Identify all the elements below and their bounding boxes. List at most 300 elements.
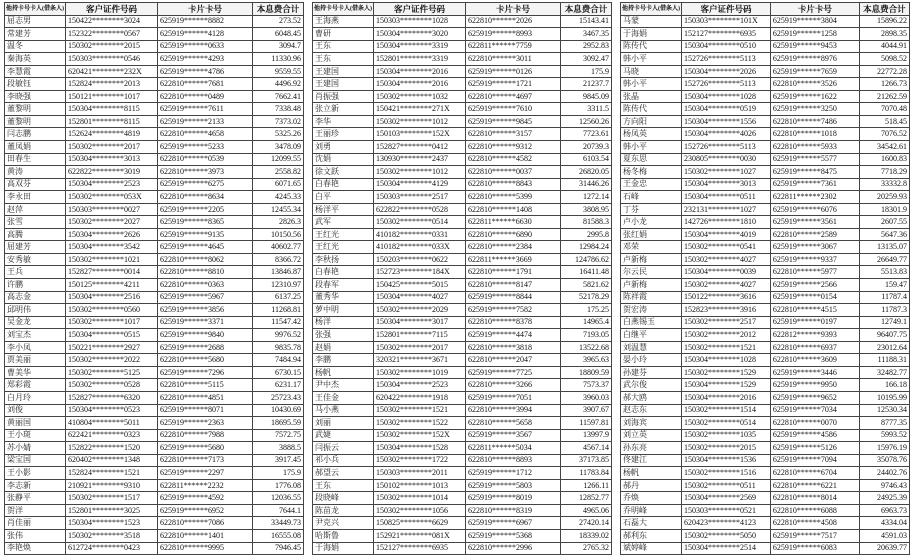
total-amount-cell: 3907.67	[561, 404, 612, 417]
table-row	[313, 291, 612, 304]
cardholder-name-cell: 张静平	[5, 492, 66, 505]
header-row	[5, 3, 304, 16]
cardholder-name-cell: 刘宝杰	[5, 329, 66, 342]
card-number-cell: 622811******5034	[466, 442, 561, 455]
id-number-cell: 150304********2514	[682, 542, 771, 555]
id-number-cell: 150302********1514	[682, 404, 771, 417]
total-amount-cell: 12310.97	[253, 279, 304, 292]
id-number-cell: 152726********5113	[682, 78, 771, 91]
total-amount-cell: 16555.08	[253, 529, 304, 542]
card-number-cell: 625919******3567	[466, 429, 561, 442]
table-row	[313, 15, 612, 28]
cardholder-name-cell: 吴金龙	[5, 316, 66, 329]
header-total: 本息费合计	[561, 3, 612, 16]
card-number-cell: 625919******1258	[770, 28, 859, 41]
table-row	[5, 354, 304, 367]
table-row	[621, 65, 910, 78]
card-number-cell: 625919******5680	[158, 442, 253, 455]
id-number-cell: 150203********0622	[374, 253, 466, 266]
table-row	[621, 467, 910, 480]
total-amount-cell: 273.52	[253, 15, 304, 28]
card-number-cell: 625919******2133	[158, 115, 253, 128]
id-number-cell: 150303********0546	[66, 53, 158, 66]
table-row	[5, 316, 304, 329]
total-amount-cell: 3092.47	[561, 53, 612, 66]
card-number-cell: 622810******2026	[466, 15, 561, 28]
card-number-cell: 625919******5967	[158, 291, 253, 304]
cardholder-name-cell: 安秀敏	[5, 253, 66, 266]
total-amount-cell: 21262.59	[859, 90, 909, 103]
cardholder-name-cell: 刘丽	[313, 417, 374, 430]
cardholder-name-cell: 贺洋	[5, 504, 66, 517]
id-number-cell: 150304********4027	[374, 291, 466, 304]
table-row	[5, 379, 304, 392]
header-row	[313, 3, 612, 16]
id-number-cell: 150304********0510	[682, 40, 771, 53]
id-number-cell: 150304********4026	[682, 128, 771, 141]
id-number-cell: 150302********1529	[682, 366, 771, 379]
table-row	[313, 479, 612, 492]
total-amount-cell: 5647.36	[859, 228, 909, 241]
total-amount-cell: 7644.1	[253, 504, 304, 517]
id-number-cell: 150304********1028	[682, 354, 771, 367]
table-row	[5, 40, 304, 53]
cardholder-name-cell: 常建芳	[5, 28, 66, 41]
id-number-cell: 620422********1918	[374, 391, 466, 404]
card-number-cell: 622810******8014	[770, 492, 859, 505]
cardholder-name-cell: 乔焕	[621, 492, 682, 505]
card-number-cell: 625919******7051	[466, 391, 561, 404]
total-amount-cell: 26820.05	[561, 166, 612, 179]
cardholder-name-cell: 闫振云	[313, 442, 374, 455]
total-amount-cell: 12099.55	[253, 153, 304, 166]
cardholder-name-cell: 郝利东	[621, 529, 682, 542]
card-number-cell: 622810******2047	[466, 354, 561, 367]
cardholder-name-cell: 李慧霞	[5, 65, 66, 78]
id-number-cell: 150302********1019	[374, 366, 466, 379]
cardholder-name-cell: 佟建江	[621, 454, 682, 467]
total-amount-cell: 175.9	[253, 467, 304, 480]
id-number-cell: 152127********6935	[682, 28, 771, 41]
cardholder-name-cell: 晏小玲	[621, 354, 682, 367]
card-number-cell: 625919******5126	[770, 442, 859, 455]
table-row	[621, 253, 910, 266]
cardholder-name-cell: 邱明伟	[5, 304, 66, 317]
table-row	[313, 28, 612, 41]
card-number-cell: 622810******4515	[770, 304, 859, 317]
table-row	[5, 429, 304, 442]
total-amount-cell: 7662.41	[253, 90, 304, 103]
total-amount-cell: 34542.61	[859, 141, 909, 154]
id-number-cell: 150302********0514	[682, 417, 771, 430]
cardholder-name-cell: 刘海宾	[621, 417, 682, 430]
card-number-cell: 622810******4697	[466, 90, 561, 103]
total-amount-cell: 7070.48	[859, 103, 909, 116]
total-amount-cell: 40602.77	[253, 241, 304, 254]
total-amount-cell: 124786.62	[561, 253, 612, 266]
card-number-cell: 625919******5233	[158, 141, 253, 154]
table-row	[313, 366, 612, 379]
card-number-cell: 622810******7988	[158, 429, 253, 442]
total-amount-cell: 4591.03	[859, 529, 909, 542]
table-row	[5, 65, 304, 78]
cardholder-name-cell: 韩小平	[621, 53, 682, 66]
cardholder-name-cell: 丁芬	[621, 203, 682, 216]
id-number-cell: 152822********1520	[66, 442, 158, 455]
total-amount-cell: 33449.73	[253, 517, 304, 530]
cardholder-name-cell: 段春军	[313, 279, 374, 292]
cardholder-name-cell: 陈祥霞	[621, 291, 682, 304]
total-amount-cell: 7573.37	[561, 379, 612, 392]
table-row	[621, 379, 910, 392]
id-number-cell: 150304********4129	[374, 178, 466, 191]
total-amount-cell: 166.18	[859, 379, 909, 392]
cardholder-name-cell: 尔云民	[621, 266, 682, 279]
cardholder-name-cell: 夏东思	[621, 153, 682, 166]
card-number-cell: 625919******4592	[158, 492, 253, 505]
id-number-cell: 150302********2517	[682, 316, 771, 329]
id-number-cell: 150303********2517	[374, 191, 466, 204]
table-row	[313, 228, 612, 241]
cardholder-name-cell: 于海娟	[313, 542, 374, 555]
cardholder-name-cell: 刘温慧	[621, 341, 682, 354]
card-number-cell: 625919******9135	[158, 228, 253, 241]
id-number-cell: 150122********3616	[682, 291, 771, 304]
table-row	[313, 429, 612, 442]
cardholder-name-cell: 白平	[313, 191, 374, 204]
card-number-cell: 625919******2688	[158, 341, 253, 354]
card-number-cell: 625919******0633	[158, 40, 253, 53]
cardholder-name-cell: 王东	[313, 479, 374, 492]
id-number-cell: 152824********1521	[66, 467, 158, 480]
id-number-cell: 150302********1012	[374, 115, 466, 128]
cardholder-name-cell: 闫志鹏	[5, 128, 66, 141]
total-amount-cell: 518.45	[859, 115, 909, 128]
total-amount-cell: 18339.02	[561, 529, 612, 542]
card-number-cell: 625919******7725	[466, 366, 561, 379]
cardholder-name-cell: 肖振强	[313, 90, 374, 103]
card-number-cell: 625919******3856	[158, 304, 253, 317]
id-number-cell: 150302********4027	[682, 279, 771, 292]
total-amount-cell: 11268.81	[253, 304, 304, 317]
cardholder-name-cell: 白燕锡玉	[621, 316, 682, 329]
cardholder-name-cell: 陈传代	[621, 103, 682, 116]
id-number-cell: 150103********152X	[374, 128, 466, 141]
id-number-cell: 150125********4211	[66, 279, 158, 292]
cardholder-name-cell: 赵萍	[5, 203, 66, 216]
card-number-cell: 622812******9393	[770, 329, 859, 342]
id-number-cell: 150302********0511	[682, 479, 771, 492]
cardholder-name-cell: 李鹏	[313, 354, 374, 367]
table-row	[621, 191, 910, 204]
id-number-cell: 152127********6935	[374, 542, 466, 555]
id-number-cell: 150302********2017	[374, 341, 466, 354]
id-number-cell: 150304********2026	[682, 65, 771, 78]
id-number-cell: 150304********1529	[682, 379, 771, 392]
total-amount-cell: 3960.03	[561, 391, 612, 404]
card-number-cell: 625919******3446	[770, 366, 859, 379]
card-number-cell: 622810******1408	[466, 203, 561, 216]
total-amount-cell: 81588.3	[561, 216, 612, 229]
id-number-cell: 150121********1017	[66, 90, 158, 103]
card-number-cell: 625919******7296	[158, 366, 253, 379]
cardholder-name-cell: 王金忠	[621, 178, 682, 191]
card-number-cell: 622810******3609	[770, 354, 859, 367]
table-row	[621, 28, 910, 41]
cardholder-name-cell: 王建国	[313, 78, 374, 91]
id-number-cell: 150302********1021	[66, 253, 158, 266]
card-number-cell: 625919******8882	[158, 15, 253, 28]
cardholder-name-cell: 尹克兴	[313, 517, 374, 530]
total-amount-cell: 15896.22	[859, 15, 909, 28]
table-row	[621, 366, 910, 379]
total-amount-cell: 9845.09	[561, 90, 612, 103]
cardholder-name-cell: 苏小婧	[5, 442, 66, 455]
table-row	[621, 404, 910, 417]
table-row	[313, 53, 612, 66]
total-amount-cell: 5098.52	[859, 53, 909, 66]
cardholder-name-cell: 郝大鸥	[621, 391, 682, 404]
table-row	[5, 141, 304, 154]
table-row	[621, 53, 910, 66]
id-number-cell: 150304********3542	[66, 241, 158, 254]
card-number-cell: 622810******3994	[466, 404, 561, 417]
cardholder-name-cell: 田春生	[5, 153, 66, 166]
id-number-cell: 150304********1556	[682, 115, 771, 128]
total-amount-cell: 6137.25	[253, 291, 304, 304]
table-row	[313, 354, 612, 367]
card-number-cell: 625919******2363	[158, 417, 253, 430]
id-number-cell: 150304********2569	[682, 492, 771, 505]
id-number-cell: 150302********0541	[682, 241, 771, 254]
id-number-cell: 150303********0027	[66, 203, 158, 216]
table-row	[621, 203, 910, 216]
total-amount-cell: 5325.26	[253, 128, 304, 141]
cardholder-name-cell: 斌婷峰	[621, 542, 682, 555]
table-row	[313, 341, 612, 354]
card-number-cell: 625919******7034	[770, 404, 859, 417]
total-amount-cell: 10195.99	[859, 391, 909, 404]
id-number-cell: 150302********1056	[374, 504, 466, 517]
card-number-cell: 622810******8843	[466, 178, 561, 191]
card-number-cell: 622811******6630	[466, 216, 561, 229]
cardholder-name-cell: 杨帆	[621, 467, 682, 480]
total-amount-cell: 96407.75	[859, 329, 909, 342]
cardholder-name-cell: 董凤娟	[5, 141, 66, 154]
card-number-cell: 622811******7759	[466, 40, 561, 53]
table-row	[313, 492, 612, 505]
id-number-cell: 150304********2523	[66, 178, 158, 191]
card-number-cell: 622810******4851	[158, 391, 253, 404]
card-number-cell: 625919******2566	[770, 279, 859, 292]
table-row	[621, 529, 910, 542]
total-amount-cell: 2898.35	[859, 28, 909, 41]
total-amount-cell: 10150.56	[253, 228, 304, 241]
card-number-cell: 622810******8062	[158, 253, 253, 266]
id-number-cell: 622421********0323	[66, 429, 158, 442]
id-number-cell: 150302********2022	[66, 354, 158, 367]
total-amount-cell: 11547.42	[253, 316, 304, 329]
id-number-cell: 152723********184X	[374, 266, 466, 279]
card-number-cell: 625919******8365	[158, 216, 253, 229]
id-number-cell: 150304********3013	[682, 178, 771, 191]
total-amount-cell: 7076.52	[859, 128, 909, 141]
total-amount-cell: 1266.11	[561, 479, 612, 492]
id-number-cell: 612724********0423	[66, 542, 158, 555]
cardholder-name-cell: 孙建芬	[621, 366, 682, 379]
total-amount-cell: 3808.95	[561, 203, 612, 216]
table-row	[621, 141, 910, 154]
id-number-cell: 150304********3319	[374, 40, 466, 53]
cardholder-name-cell: 韩小平	[621, 78, 682, 91]
id-number-cell: 410182********033X	[374, 241, 466, 254]
total-amount-cell: 32482.77	[859, 366, 909, 379]
table-row	[313, 103, 612, 116]
total-amount-cell: 13522.68	[561, 341, 612, 354]
card-number-cell: 625919******7582	[466, 304, 561, 317]
cardholder-name-cell: 张伟	[5, 529, 66, 542]
id-number-cell: 150304********4019	[682, 228, 771, 241]
table-row	[621, 492, 910, 505]
total-amount-cell: 14965.4	[561, 316, 612, 329]
cardholder-name-cell: 邓荣	[621, 241, 682, 254]
id-number-cell: 150102********1013	[374, 479, 466, 492]
table-row	[621, 542, 910, 555]
cardholder-name-cell: 刘立英	[621, 429, 682, 442]
table-row	[5, 391, 304, 404]
header-card-number: 卡片卡号	[158, 3, 253, 16]
table-row	[5, 404, 304, 417]
id-number-cell: 622822********3019	[66, 166, 158, 179]
card-number-cell: 622810******8634	[158, 191, 253, 204]
table-row	[621, 78, 910, 91]
cardholder-name-cell: 石峰	[621, 191, 682, 204]
cardholder-name-cell: 沈娟	[313, 153, 374, 166]
table-row	[313, 128, 612, 141]
cardholder-name-cell: 白春艳	[313, 178, 374, 191]
table-row	[5, 366, 304, 379]
debt-table-3	[620, 2, 910, 555]
card-number-cell: 625919******8976	[770, 53, 859, 66]
table-row	[5, 467, 304, 480]
table-row	[5, 454, 304, 467]
total-amount-cell: 7946.45	[253, 542, 304, 555]
card-number-cell: 625919******8844	[466, 291, 561, 304]
id-number-cell: 150304********1528	[374, 442, 466, 455]
cardholder-name-cell: 石磊大	[621, 517, 682, 530]
cardholder-name-cell: 高双芬	[5, 178, 66, 191]
total-amount-cell: 31446.26	[561, 178, 612, 191]
total-amount-cell: 20739.3	[561, 141, 612, 154]
table-row	[5, 228, 304, 241]
id-number-cell: 152726********5113	[682, 53, 771, 66]
total-amount-cell: 7723.61	[561, 128, 612, 141]
card-number-cell: 622810******9312	[466, 141, 561, 154]
total-amount-cell: 13846.87	[253, 266, 304, 279]
id-number-cell: 150304********3013	[66, 153, 158, 166]
table-row	[5, 128, 304, 141]
table-row	[5, 341, 304, 354]
id-number-cell: 150302********1521	[682, 341, 771, 354]
table-row	[313, 253, 612, 266]
table-row	[5, 153, 304, 166]
total-amount-cell: 11330.96	[253, 53, 304, 66]
table-row	[621, 178, 910, 191]
card-number-cell: 622810******1401	[158, 529, 253, 542]
id-number-cell: 150304********0519	[682, 103, 771, 116]
table-row	[313, 78, 612, 91]
cardholder-name-cell: 梁宝国	[5, 454, 66, 467]
header-id-number: 客户证件号码	[682, 3, 771, 16]
id-number-cell: 150304********2626	[66, 228, 158, 241]
table-row	[621, 291, 910, 304]
cardholder-name-cell: 杨洋平	[313, 203, 374, 216]
card-number-cell: 622811******2232	[158, 479, 253, 492]
total-amount-cell: 4245.33	[253, 191, 304, 204]
card-number-cell: 625919******8071	[158, 404, 253, 417]
card-number-cell: 622810******4658	[158, 128, 253, 141]
card-number-cell: 625919******4786	[158, 65, 253, 78]
total-amount-cell: 9835.78	[253, 341, 304, 354]
total-amount-cell: 3467.35	[561, 28, 612, 41]
cardholder-name-cell: 孙东亮	[621, 442, 682, 455]
total-amount-cell: 2607.55	[859, 216, 909, 229]
table-row	[5, 542, 304, 555]
table-row	[621, 103, 910, 116]
total-amount-cell: 3478.09	[253, 141, 304, 154]
card-number-cell: 622810******8319	[466, 504, 561, 517]
total-amount-cell: 3917.45	[253, 454, 304, 467]
total-amount-cell: 12749.1	[859, 316, 909, 329]
id-number-cell: 152827********0412	[374, 141, 466, 154]
card-number-cell: 622810******2589	[770, 228, 859, 241]
total-amount-cell: 5513.83	[859, 266, 909, 279]
total-amount-cell: 4044.91	[859, 40, 909, 53]
table-row	[313, 517, 612, 530]
id-number-cell: 150304********0039	[682, 266, 771, 279]
id-number-cell: 150302********5125	[66, 366, 158, 379]
debt-table-2	[312, 2, 612, 555]
card-number-cell: 622810******5977	[770, 266, 859, 279]
cardholder-name-cell: 于海娟	[621, 28, 682, 41]
table-row	[5, 15, 304, 28]
id-number-cell: 150421********271X	[374, 103, 466, 116]
cardholder-name-cell: 高志金	[5, 291, 66, 304]
card-number-cell: 625919******3371	[158, 316, 253, 329]
cardholder-name-cell: 韩小平	[621, 141, 682, 154]
id-number-cell: 150304********2016	[374, 65, 466, 78]
cardholder-name-cell: 董黎明	[5, 103, 66, 116]
table-row	[313, 542, 612, 555]
header-cardholder: 他持卡号卡人(借条人)	[313, 3, 374, 16]
table-row	[313, 304, 612, 317]
total-amount-cell: 13135.07	[859, 241, 909, 254]
table-row	[5, 216, 304, 229]
id-number-cell: 150302********0528	[66, 379, 158, 392]
cardholder-name-cell: 李晓强	[5, 90, 66, 103]
cardholder-name-cell: 刘俊	[5, 404, 66, 417]
total-amount-cell: 13997.9	[561, 429, 612, 442]
id-number-cell: 150302********1517	[66, 492, 158, 505]
total-amount-cell: 3888.5	[253, 442, 304, 455]
table-row	[621, 454, 910, 467]
card-number-cell: 622810******2996	[466, 542, 561, 555]
card-number-cell: 625919******8475	[770, 166, 859, 179]
card-number-cell: 622810******0037	[466, 166, 561, 179]
cardholder-name-cell: 方向阳	[621, 115, 682, 128]
table-row	[621, 115, 910, 128]
id-number-cell: 152827********0014	[66, 266, 158, 279]
